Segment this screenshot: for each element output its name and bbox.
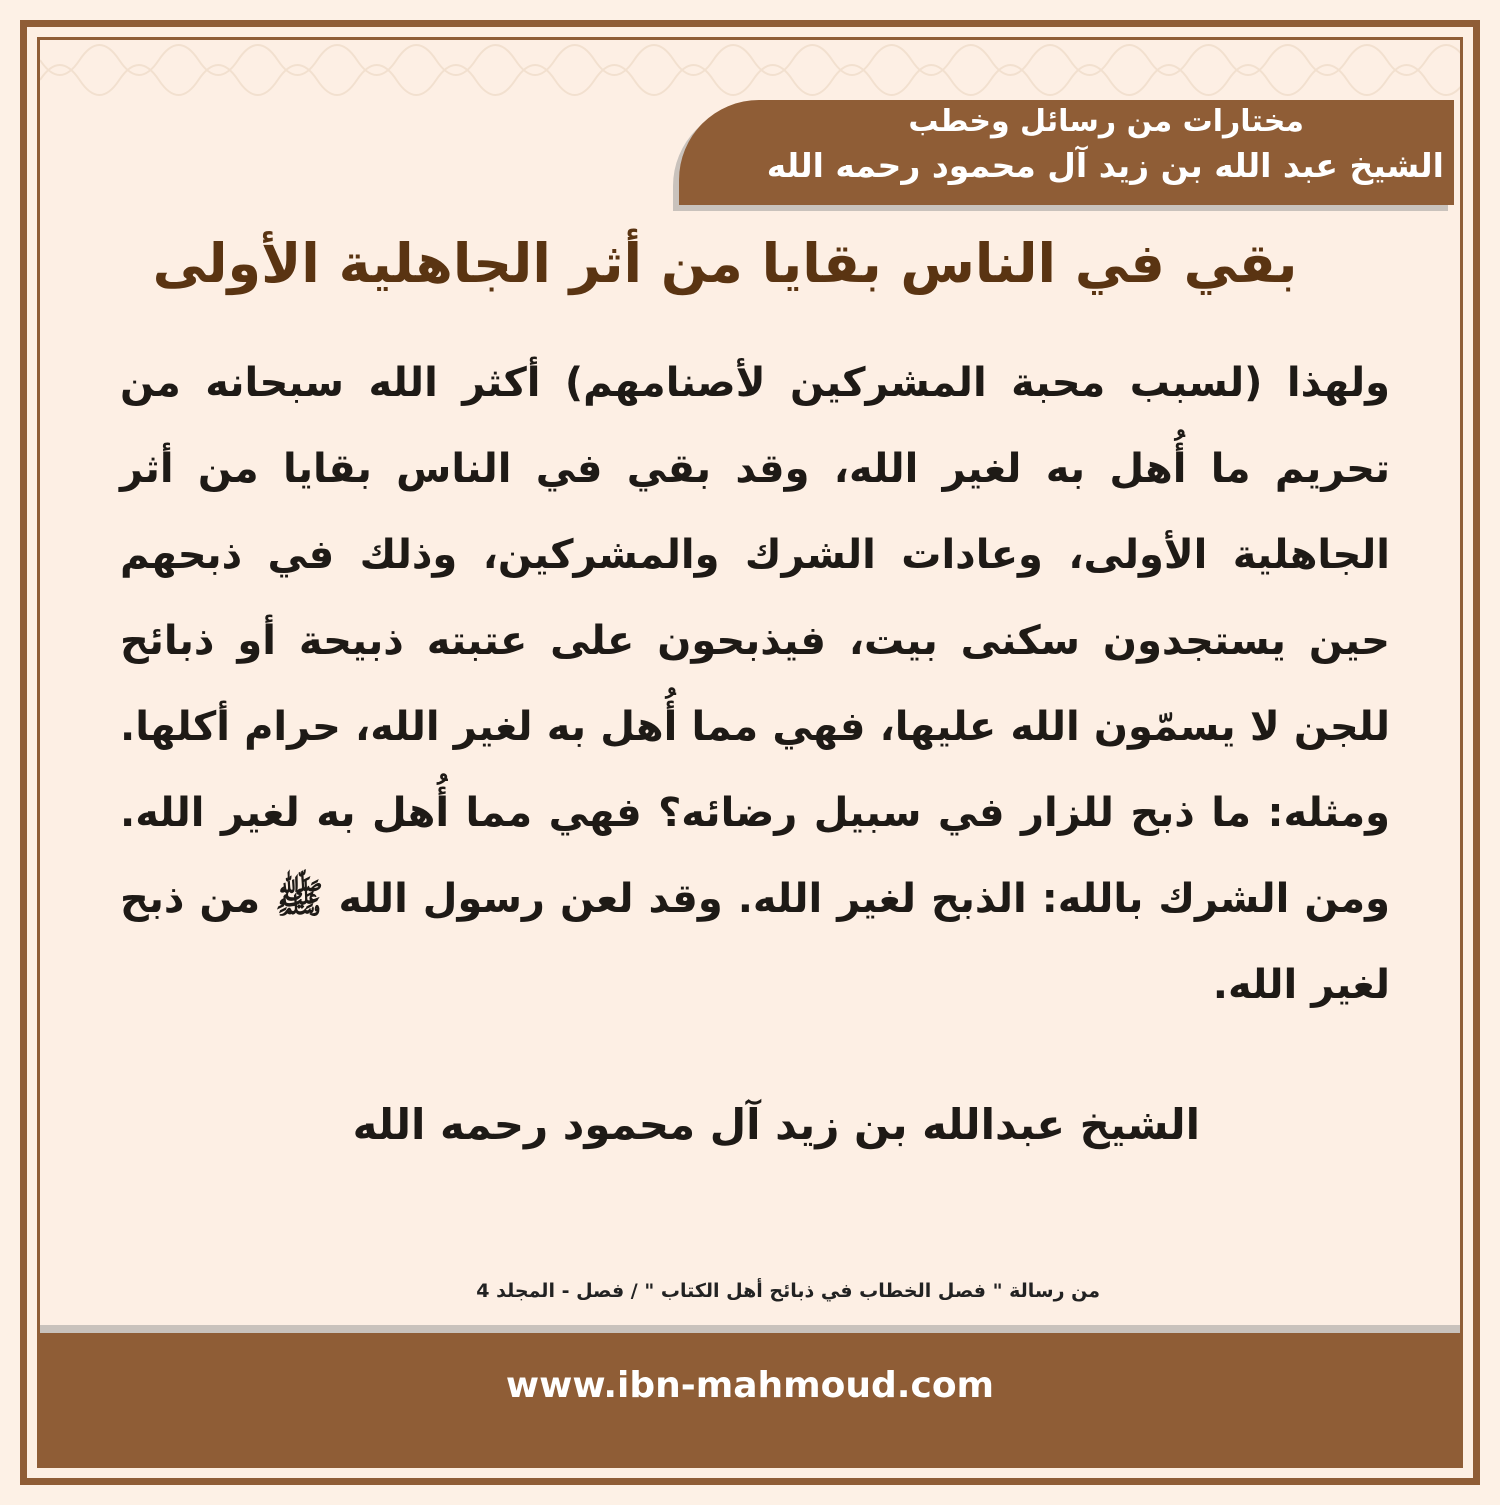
footer-divider: [40, 1325, 1460, 1333]
outer-frame: [20, 20, 1480, 1485]
source-note: من رسالة " فصل الخطاب في ذبائح أهل الكتاب " / فصل - المجلد 4: [476, 1280, 1100, 1302]
header-subtitle: مختارات من رسائل وخطب: [908, 104, 1304, 139]
website-link[interactable]: www.ibn-mahmoud.com: [505, 1365, 995, 1406]
header-author: الشيخ عبد الله بن زيد آل محمود رحمه الله: [766, 146, 1444, 185]
page-title: بقي في الناس بقايا من أثر الجاهلية الأولى: [152, 232, 1298, 295]
footer-bar: [40, 1333, 1460, 1465]
header-banner: [679, 100, 1454, 205]
signature: الشيخ عبدالله بن زيد آل محمود رحمه الله: [352, 1100, 1200, 1149]
body-paragraph: ولهذا (لسبب محبة المشركين لأصنامهم) أكثر الله سبحانه من تحريم ما أُهل به لغير الله، وقد بقي في الناس بقايا من أثر الجاهلية الأولى، وعادات الشرك والمشركين، وذلك في ذبحهم حين يستجدون سكنى بيت، فيذبحون على عتبته ذبيحة أو ذبائح للجن لا يسمّون الله عليها، فهي مما أُهل به لغير الله، حرام أكلها. ومثله: ما ذبح للزار في سبيل رضائه؟ فهي مما أُهل به لغير الله. ومن الشرك بالله: الذبح لغير الله. وقد لعن رسول الله ﷺ من ذبح لغير الله.: [120, 360, 1390, 1008]
inner-panel: [37, 37, 1463, 1468]
decorative-pattern: [40, 40, 1460, 100]
